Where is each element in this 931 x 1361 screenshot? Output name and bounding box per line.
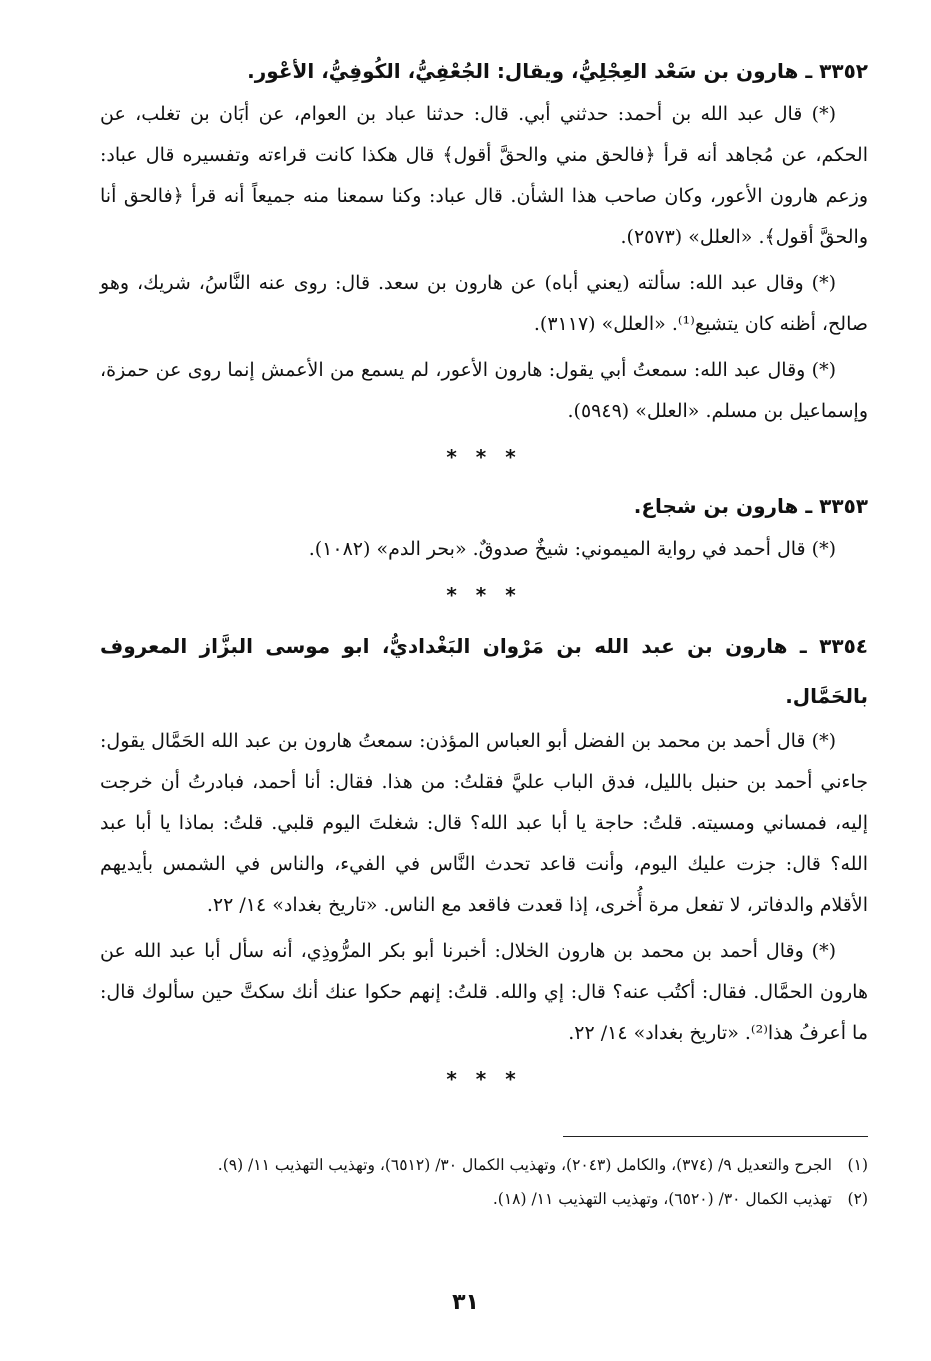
footnotes xyxy=(100,1150,868,1218)
paragraph: (*) قال عبد الله بن أحمد: حدثني أبي. قال: حدثنا عباد بن العوام، عن أبَان بن تغلب، عن الحكم، عن مُجاهد أنه قرأ ﴿فالحق مني والحقَّ أقول﴾ قال هكذا كانت قراءته وتفسيره قال عباد: وزعم هارون الأعور، وكان صاحب هذا الشأن. قال عباد: وكنا سمعنا منه جميعاً أنه قرأ ﴿فالحق أنا والحقَّ أقول﴾. «العلل» (٢٥٧٣). xyxy=(100,103,868,248)
footnote-number: (٢) xyxy=(847,1190,868,1208)
paragraph: (*) وقال عبد الله: سألته (يعني أباه) عن هارون بن سعد. قال: روى عنه النَّاسُ، شريك، وهو صالح، أظنه كان يتشيع⁽¹⁾. «العلل» (٣١١٧). xyxy=(100,272,868,335)
section-separator: * * * xyxy=(446,445,522,469)
entry-title: ٣٣٥٤ ـ هارون بن عبد الله بن مَرْوان البَغْداديُّ، ابو موسى البزَّاز المعروف بالحَمَّال. xyxy=(100,634,868,708)
paragraph: (*) وقال أحمد بن محمد بن هارون الخلال: أخبرنا أبو بكر المرُّوذِي، أنه سأل أبا عبد الله عن هارون الحمَّال. فقال: أكتُب عنه؟ قال: إي والله. قلتُ: إنهم حكوا عنك أنك سكتَّ حين سألوك قال: ما أعرفُ هذا⁽²⁾. «تاريخ بغداد» ١٤/ ٢٢. xyxy=(100,940,868,1044)
footnote-divider xyxy=(563,1136,868,1137)
footnote xyxy=(100,1184,868,1214)
paragraph: (*) قال أحمد بن محمد بن الفضل أبو العباس المؤذن: سمعتُ هارون بن عبد الله الحَمَّال يقول: جاءني أحمد بن حنبل بالليل، فدق الباب عليَّ فقلتُ: من هذا. فقال: أنا أحمد، فبادرتُ أن خرجت إليه، فمساني ومسيته. قلتُ: حاجة يا أبا عبد الله؟ قال: شغلتَ اليوم قلبي. قلتُ: بماذا يا أبا عبد الله؟ قال: جزت عليك اليوم، وأنت قاعد تحدث النَّاس في الفيء، والناس في الشمس بأيديهم الأقلام والدفاتر، لا تفعل مرة أُخرى، إذا قعدت فاقعد مع الناس. «تاريخ بغداد» ١٤/ ٢٢. xyxy=(100,730,868,916)
entry-title: ٣٣٥٢ ـ هارون بن سَعْد العِجْلِيُّ، ويقال: الجُعْفِيُّ، الكُوفِيُّ، الأعْور. xyxy=(247,59,868,83)
footnote-number: (١) xyxy=(847,1156,868,1174)
footnote-text: الجرح والتعديل ٩/ (٣٧٤)، والكامل (٢٠٤٣)، وتهذيب الكمال ٣٠/ (٦٥١٢)، وتهذيب التهذيب ١١/ (٩). xyxy=(217,1156,832,1174)
paragraph: (*) قال أحمد في رواية الميموني: شيخٌ صدوقٌ. «بحر الدم» (١٠٨٢). xyxy=(308,538,836,560)
entry-title: ٣٣٥٣ ـ هارون بن شجاع. xyxy=(633,494,868,518)
paragraph: (*) وقال عبد الله: سمعتُ أبي يقول: هارون الأعور، لم يسمع من الأعمش إنما روى عن حمزة، وإسماعيل بن مسلم. «العلل» (٥٩٤٩). xyxy=(100,359,868,422)
section-separator: * * * xyxy=(446,1067,522,1091)
page-body xyxy=(100,48,868,1105)
page-number: ٣١ xyxy=(452,1290,479,1315)
section-separator: * * * xyxy=(446,583,522,607)
footnote xyxy=(100,1150,868,1180)
footnote-text: تهذيب الكمال ٣٠/ (٦٥٢٠)، وتهذيب التهذيب ١١/ (١٨). xyxy=(492,1190,832,1208)
